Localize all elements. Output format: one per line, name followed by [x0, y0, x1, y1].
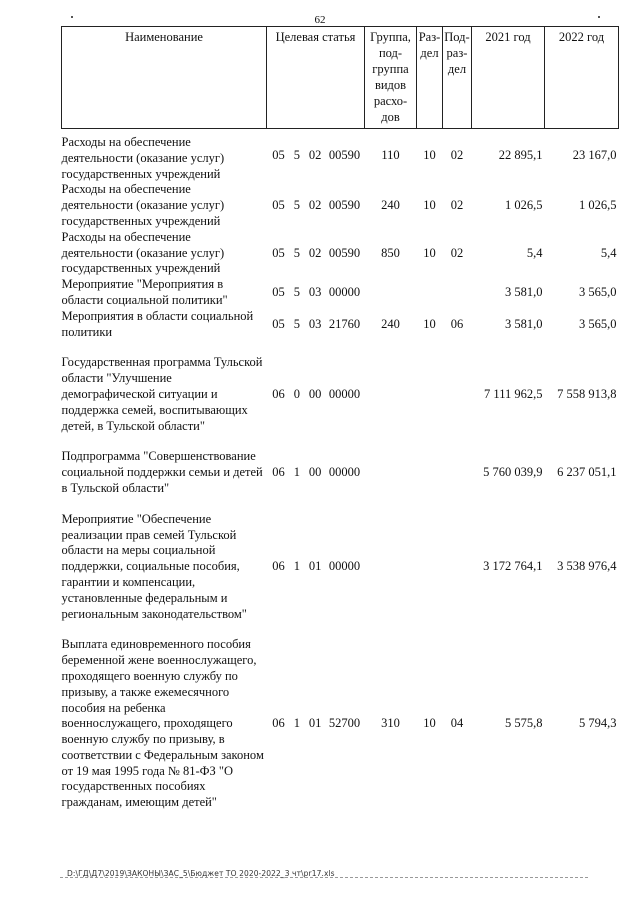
row-group	[365, 512, 417, 623]
row-value-2021: 5 760 039,9	[483, 465, 543, 480]
row-value-2022: 5 794,3	[579, 716, 617, 731]
row-name: Мероприятие "Обеспечение реализации прав семей Тульской области на меры социальной поддержки, социальные пособия, гарантии и компенсации, установленные федеральным и региональным законодательством"	[61, 511, 247, 621]
row-target-article	[267, 355, 365, 434]
table-row	[62, 355, 619, 434]
code-part: 0	[293, 386, 300, 401]
code-part: 5	[293, 316, 300, 331]
code-part: 05	[272, 245, 285, 260]
code-part: 00000	[328, 465, 361, 480]
row-value-2021: 3 581,0	[505, 316, 543, 331]
row-name: Расходы на обеспечение деятельности (оказание услуг) государственных учреждений	[61, 182, 225, 228]
row-value-2021: 5 575,8	[505, 716, 543, 731]
table-row	[62, 129, 619, 183]
row-subsection	[443, 355, 472, 434]
row-name: Мероприятие "Мероприятия в области социальной политики"	[61, 277, 228, 307]
code-part: 02	[308, 147, 322, 162]
code-part: 00000	[328, 386, 361, 401]
row-value-2022: 3 538 976,4	[557, 559, 617, 574]
row-spacer	[62, 497, 619, 512]
row-value-2021: 3 172 764,1	[483, 559, 543, 574]
row-target-article	[267, 512, 365, 623]
code-part: 1	[293, 559, 300, 574]
table-row	[62, 512, 619, 623]
table-row	[62, 230, 619, 277]
code-part: 5	[293, 245, 300, 260]
row-value-2021: 22 895,1	[498, 147, 543, 162]
table-row	[62, 182, 619, 229]
row-target-article	[267, 182, 365, 229]
row-group: 240	[381, 198, 400, 213]
code-part: 05	[272, 316, 285, 331]
row-spacer	[62, 434, 619, 449]
code-part: 06	[272, 386, 285, 401]
code-part: 5	[293, 285, 300, 300]
row-group	[365, 449, 417, 496]
row-name: Расходы на обеспечение деятельности (оказание услуг) государственных учреждений	[61, 135, 225, 181]
page-number: 62	[314, 14, 326, 26]
row-value-2022: 23 167,0	[572, 147, 617, 162]
header-section: Раз-дел	[417, 27, 443, 129]
row-subsection	[443, 277, 472, 309]
code-part: 00000	[328, 559, 361, 574]
code-part: 02	[308, 245, 322, 260]
row-subsection: 02	[450, 147, 464, 162]
row-target-article	[267, 129, 365, 183]
header-2021: 2021 год	[472, 27, 545, 129]
row-spacer	[62, 340, 619, 355]
code-part: 21760	[328, 316, 361, 331]
code-part: 00590	[328, 198, 361, 213]
row-subsection: 02	[450, 245, 464, 260]
row-group	[365, 277, 417, 309]
row-value-2022: 3 565,0	[579, 316, 617, 331]
code-part: 02	[308, 198, 322, 213]
code-part: 00000	[328, 285, 361, 300]
code-part: 1	[293, 465, 300, 480]
row-value-2022: 7 558 913,8	[557, 386, 617, 401]
code-part: 03	[308, 285, 322, 300]
header-name: Наименование	[62, 27, 267, 129]
row-subsection	[443, 449, 472, 496]
row-name: Выплата единовременного пособия беременной жене военнослужащего, проходящего военную службу по призыву, а также ежемесячного пособия на ребенка военнослужащего, проходящего военную службу по призыву, в соответствии с Федеральным законом от 19 мая 1995 года № 81-ФЗ "О государственных пособиях гражданам, имеющим детей"	[61, 637, 264, 810]
budget-table	[61, 26, 619, 811]
code-part: 06	[272, 716, 285, 731]
row-section: 10	[423, 245, 436, 260]
code-part: 5	[293, 147, 300, 162]
row-section: 10	[423, 147, 436, 162]
code-part: 00590	[328, 147, 361, 162]
table-row	[62, 309, 619, 341]
code-part: 05	[272, 147, 285, 162]
row-section: 10	[423, 198, 436, 213]
row-section	[417, 449, 443, 496]
file-path-footer: D:\ГД\Д7\2019\ЗАКОНЫ\ЗАС_5\Бюджет ТО 2020-2022_3 чт\pr17.xls	[67, 869, 335, 878]
code-part: 00590	[328, 245, 361, 260]
code-part: 03	[308, 316, 322, 331]
row-value-2021: 1 026,5	[505, 198, 543, 213]
row-target-article	[267, 637, 365, 811]
code-part: 06	[272, 559, 285, 574]
code-part: 1	[293, 716, 300, 731]
row-section	[417, 277, 443, 309]
code-part: 01	[308, 716, 322, 731]
row-group: 850	[381, 245, 400, 260]
row-value-2022: 5,4	[600, 245, 617, 260]
row-section: 10	[423, 716, 436, 731]
code-part: 5	[293, 198, 300, 213]
row-section	[417, 512, 443, 623]
table-row	[62, 277, 619, 309]
row-value-2022: 1 026,5	[579, 198, 617, 213]
row-value-2021: 7 111 962,5	[484, 386, 543, 401]
row-section	[417, 355, 443, 434]
row-name: Расходы на обеспечение деятельности (оказание услуг) государственных учреждений	[61, 229, 225, 276]
header-2022: 2022 год	[545, 27, 619, 129]
row-group: 240	[381, 316, 400, 331]
row-name: Государственная программа Тульской области "Улучшение демографической ситуации и поддержка семей, воспитывающих детей, в Тульской области"	[61, 355, 263, 433]
table-row	[62, 449, 619, 496]
row-name: Мероприятия в области социальной политики	[61, 308, 254, 339]
row-target-article	[267, 309, 365, 341]
row-subsection	[443, 512, 472, 623]
code-part: 01	[308, 559, 322, 574]
code-part: 00	[308, 465, 322, 480]
code-part: 05	[272, 285, 285, 300]
code-part: 00	[308, 386, 322, 401]
row-subsection: 04	[450, 716, 464, 731]
header-subsection: Под-раз-дел	[443, 27, 472, 129]
row-section: 10	[423, 316, 436, 331]
row-value-2021: 5,4	[526, 245, 543, 260]
code-part: 05	[272, 198, 285, 213]
row-subsection: 06	[450, 316, 464, 331]
header-target-article: Целевая статья	[267, 27, 365, 129]
row-group: 310	[381, 716, 400, 731]
row-target-article	[267, 230, 365, 277]
code-part: 06	[272, 465, 285, 480]
row-value-2022: 3 565,0	[579, 285, 617, 300]
scan-mark	[598, 16, 600, 18]
row-target-article	[267, 449, 365, 496]
row-target-article	[267, 277, 365, 309]
row-value-2022: 6 237 051,1	[557, 465, 617, 480]
scan-mark	[71, 16, 73, 18]
header-group: Группа, под-группа видов расхо-дов	[365, 27, 417, 129]
row-group	[365, 355, 417, 434]
table-row	[62, 637, 619, 811]
row-value-2021: 3 581,0	[505, 285, 543, 300]
row-group: 110	[381, 147, 400, 162]
row-name: Подпрограмма "Совершенствование социальной поддержки семьи и детей в Тульской области"	[61, 449, 263, 495]
row-subsection: 02	[450, 198, 464, 213]
code-part: 52700	[328, 716, 361, 731]
row-spacer	[62, 622, 619, 637]
